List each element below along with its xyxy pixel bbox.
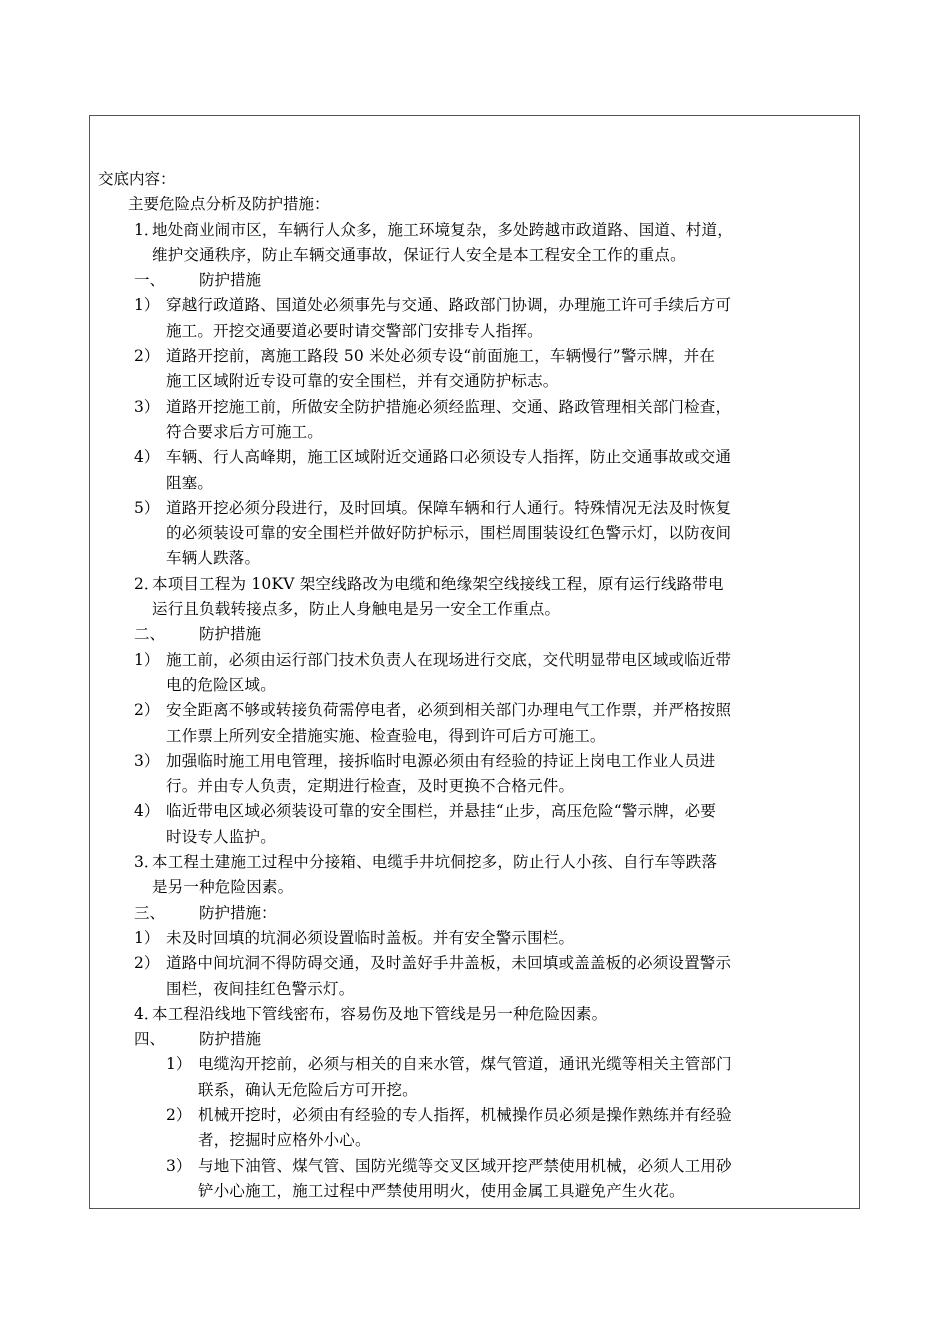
- measure-item: [98, 1052, 854, 1103]
- item-text-line: 道路中间坑洞不得防碍交通，及时盖好手井盖板，未回填或盖盖板的必须设置警示: [166, 954, 732, 973]
- item-text-line: 加强临时施工用电管理，接拆临时电源必须由有经验的持证上岗电工作业人员进: [166, 751, 716, 770]
- measure-item: [98, 648, 854, 699]
- item-number: 3）: [134, 751, 160, 770]
- numbered-item: [98, 572, 854, 623]
- section-label: 防护措施: [199, 625, 262, 644]
- item-text-line: 是另一种危险因素。: [152, 878, 294, 897]
- item-text-line: 的必须装设可靠的安全围栏并做好防护标示，围栏周围装设红色警示灯，以防夜间: [166, 524, 732, 543]
- item-text-line: 行。并由专人负责，定期进行检查，及时更换不合格元件。: [166, 777, 575, 796]
- item-number: 3）: [166, 1156, 192, 1175]
- section-label: 防护措施: [199, 271, 262, 290]
- item-text-line: 穿越行政道路、国道处必须事先与交通、路政部门协调，办理施工许可手续后方可: [166, 296, 732, 315]
- item-text-line: 临近带电区域必须装设可靠的安全围栏，并悬挂“止步，高压危险“警示牌，必要: [166, 802, 717, 821]
- item-text-line: 未及时回填的坑洞必须设置临时盖板。并有安全警示围栏。: [166, 928, 575, 947]
- item-text-line: 符合要求后方可施工。: [166, 422, 324, 441]
- item-text-line: 电缆沟开挖前，必须与相关的自来水管，煤气管道，通讯光缆等相关主管部门: [198, 1055, 732, 1074]
- item-number: 2）: [134, 347, 160, 366]
- measure-item: [98, 395, 854, 446]
- item-number: 5）: [134, 498, 160, 517]
- section-heading: [98, 1027, 854, 1052]
- measure-item: [98, 445, 854, 496]
- measure-item: [98, 926, 854, 951]
- item-number: 2）: [166, 1105, 192, 1124]
- item-number: 1）: [134, 928, 160, 947]
- item-list: [98, 218, 854, 1205]
- item-text-line: 时设专人监护。: [166, 827, 276, 846]
- item-number: 3）: [134, 397, 160, 416]
- item-text-line: 机械开挖时，必须由有经验的专人指挥，机械操作员必须是操作熟练并有经验: [198, 1105, 732, 1124]
- item-text-line: 者，挖掘时应格外小心。: [198, 1131, 371, 1150]
- item-text-line: 维护交通秩序，防止车辆交通事故，保证行人安全是本工程安全工作的重点。: [152, 245, 686, 264]
- measure-item: [98, 496, 854, 572]
- item-text-line: 阻塞。: [166, 473, 214, 492]
- item-number: 2．: [134, 574, 160, 593]
- section-heading: [98, 622, 854, 647]
- section-index: 一、: [134, 271, 166, 290]
- item-text-line: 电的危险区域。: [166, 675, 276, 694]
- item-number: 1）: [166, 1055, 192, 1074]
- measure-item: [98, 951, 854, 1002]
- measure-item: [98, 293, 854, 344]
- measure-item: [98, 799, 854, 850]
- item-text-line: 运行且负载转接点多，防止人身触电是另一安全工作重点。: [152, 600, 561, 619]
- item-text-line: 安全距离不够或转接负荷需停电者，必须到相关部门办理电气工作票，并严格按照: [166, 701, 732, 720]
- item-number: 4）: [134, 448, 160, 467]
- item-text-line: 道路开挖施工前，所做安全防护措施必须经监理、交通、路政管理相关部门检查，: [166, 397, 732, 416]
- numbered-item: [98, 1002, 854, 1027]
- content-subheading: 主要危险点分析及防护措施：: [128, 195, 330, 214]
- item-text-line: 施工前，必须由运行部门技术负责人在现场进行交底，交代明显带电区域或临近带: [166, 650, 732, 669]
- item-text-line: 施工区域附近专设可靠的安全围栏，并有交通防护标志。: [166, 372, 559, 391]
- item-text-line: 本工程土建施工过程中分接箱、电缆手井坑侗挖多，防止行人小孩、自行车等跌落: [152, 853, 718, 872]
- item-text-line: 本工程沿线地下管线密布，容易伤及地下管线是另一种危险因素。: [152, 1004, 608, 1023]
- measure-item: [98, 698, 854, 749]
- item-number: 4）: [134, 802, 160, 821]
- measure-item: [98, 344, 854, 395]
- item-text-line: 施工。开挖交通要道必要时请交警部门安排专人指挥。: [166, 321, 543, 340]
- item-text-line: 围栏，夜间挂红色警示灯。: [166, 979, 355, 998]
- item-number: 3．: [134, 853, 160, 872]
- numbered-item: [98, 218, 854, 269]
- item-text-line: 车辆、行人高峰期，施工区域附近交通路口必须设专人指挥，防止交通事故或交通: [166, 448, 732, 467]
- content-heading: 交底内容：: [98, 170, 176, 188]
- item-number: 1）: [134, 650, 160, 669]
- item-text-line: 与地下油管、煤气管、国防光缆等交叉区域开挖严禁使用机械，必须人工用砂: [198, 1156, 732, 1175]
- item-number: 4．: [134, 1004, 160, 1023]
- section-index: 四、: [134, 1030, 166, 1049]
- item-number: 2）: [134, 701, 160, 720]
- section-heading: [98, 268, 854, 293]
- measure-item: [98, 1154, 854, 1205]
- section-heading: [98, 901, 854, 926]
- item-text-line: 道路开挖必须分段进行，及时回填。保障车辆和行人通行。特殊情况无法及时恢复: [166, 498, 732, 517]
- section-label: 防护措施：: [199, 903, 277, 922]
- measure-item: [98, 749, 854, 800]
- item-text-line: 联系，确认无危险后方可开挖。: [198, 1080, 418, 1099]
- item-text-line: 地处商业闹市区，车辆行人众多，施工环境复杂，多处跨越市政道路、国道、村道，: [152, 220, 733, 239]
- numbered-item: [98, 850, 854, 901]
- document-content: [98, 167, 854, 1204]
- item-number: 1）: [134, 296, 160, 315]
- item-number: 1．: [134, 220, 160, 239]
- item-text-line: 车辆人跌落。: [166, 549, 261, 568]
- section-index: 三、: [134, 903, 166, 922]
- item-text-line: 工作票上所列安全措施实施、检查验电，得到许可后方可施工。: [166, 726, 606, 745]
- section-label: 防护措施: [199, 1030, 262, 1049]
- item-text-line: 铲小心施工，施工过程中严禁使用明火，使用金属工具避免产生火花。: [198, 1181, 685, 1200]
- item-text-line: 本项目工程为 10KV 架空线路改为电缆和绝缘架空线接线工程，原有运行线路带电: [152, 574, 724, 593]
- measure-item: [98, 1103, 854, 1154]
- item-text-line: 道路开挖前，离施工路段 50 米处必须专设“前面施工，车辆慢行”警示牌，并在: [166, 347, 716, 366]
- section-index: 二、: [134, 625, 166, 644]
- item-number: 2）: [134, 954, 160, 973]
